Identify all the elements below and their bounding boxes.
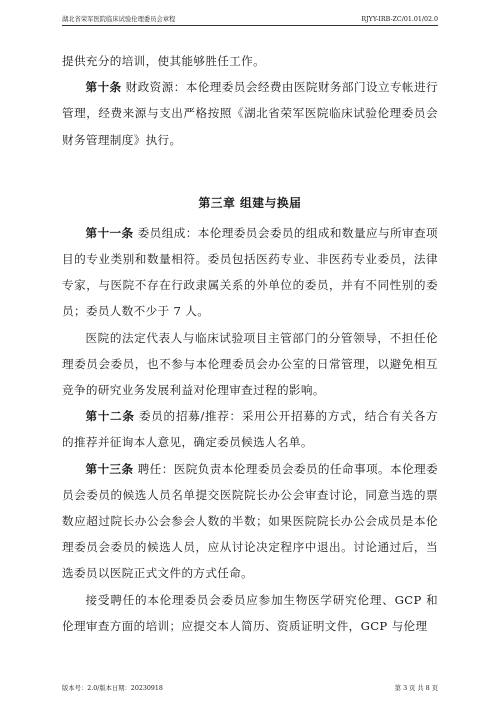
article-12-label: 第十二条 [85, 409, 135, 424]
article-11-label: 第十一条 [85, 225, 134, 240]
document-code: RJYY-IRB-ZC/01.01/02.0 [361, 16, 438, 23]
page-footer [62, 683, 438, 692]
article-11-paragraph-2: 医院的法定代表人与临床试验项目主管部门的分管领导，不担任伦理委员会委员，也不参与本伦理委员会办公室的日常管理，以避免相互竞争的研究业务发展利益对伦理审查过程的影响。 [62, 330, 438, 398]
page-number: 第 3 页 共 8 页 [394, 685, 438, 692]
chapter-3-heading: 第三章 组建与换届 [198, 195, 302, 210]
page-body [62, 48, 438, 639]
paragraph-continued: 提供充分的培训，使其能够胜任工作。 [62, 54, 266, 68]
article-13-label: 第十三条 [85, 461, 134, 476]
article-12 [62, 403, 438, 455]
article-11 [62, 220, 438, 325]
article-13-paragraph-2: 接受聘任的本伦理委员会委员应参加生物医学研究伦理、GCP 和伦理审查方面的培训；应提交本人简历、资质证明文件，GCP 与伦理 [62, 592, 438, 633]
page-header [62, 14, 438, 26]
article-11-text: 委员组成：本伦理委员会委员的组成和数量应与所审查项目的专业类别和数量相符。委员包括医药专业、非医药专业委员，法律专家，与医院不存在行政隶属关系的外单位的委员，并有不同性别的委员；委员人数不少于 7 人。 [62, 225, 438, 319]
document-title: 湖北省荣军医院临床试验伦理委员会章程 [62, 16, 176, 23]
article-10-text: 财政资源：本伦理委员会经费由医院财务部门设立专帐进行管理，经费来源与支出严格按照《湖北省荣军医院临床试验伦理委员会财务管理制度》执行。 [62, 80, 438, 147]
version-info: 版本号：2.0/版本日期：20230918 [62, 685, 163, 692]
article-13-text: 聘任：医院负责本伦理委员会委员的任命事项。本伦理委员会委员的候选人员名单提交医院院长办公会审查讨论，同意当选的票数应超过院长办公会参会人数的半数；如果医院院长办公会成员是本伦理委员会委员的候选人员，应从讨论决定程序中退出。讨论通过后，当选委员以医院正式文件的方式任命。 [62, 461, 438, 581]
article-13 [62, 456, 438, 587]
article-10-label: 第十条 [85, 80, 122, 95]
article-12-text: 委员的招募/推荐：采用公开招募的方式，结合有关各方的推荐并征询本人意见，确定委员候选人名单。 [62, 409, 438, 450]
article-10 [62, 74, 438, 153]
